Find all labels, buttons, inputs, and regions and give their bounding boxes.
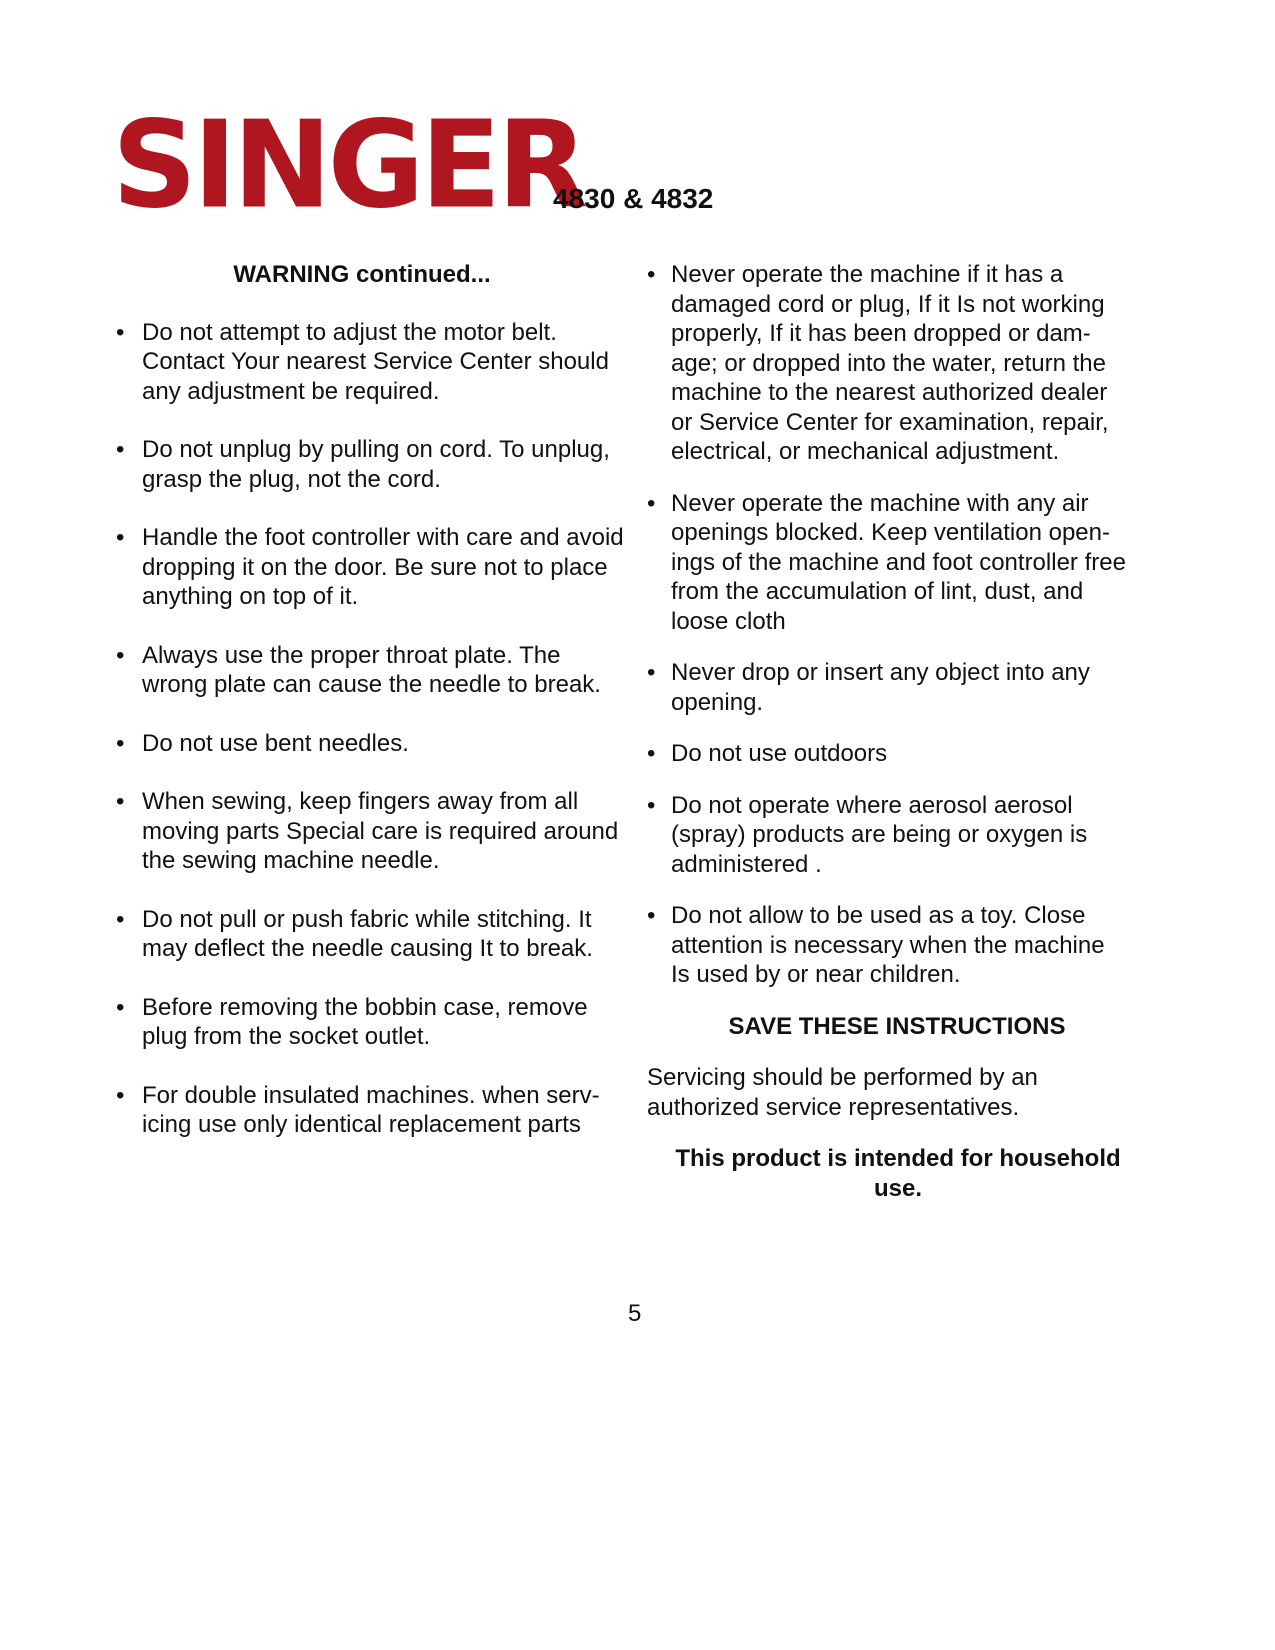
- list-item: • Do not pull or push fabric while stitching. It may deflect the needle causing It to break.: [112, 905, 632, 964]
- list-item: • Do not attempt to adjust the motor belt. Contact Your nearest Service Center should any adjustment be required.: [112, 318, 632, 407]
- list-item: • Always use the proper throat plate. The wrong plate can cause the needle to break.: [112, 641, 632, 700]
- list-item: • Do not unplug by pulling on cord. To unplug, grasp the plug, not the cord.: [112, 435, 632, 494]
- warning-heading: WARNING continued...: [233, 261, 491, 288]
- list-item: • Do not use outdoors: [647, 739, 1127, 769]
- model-number: 4830 & 4832: [553, 183, 714, 214]
- list-item: • Do not use bent needles.: [112, 729, 632, 759]
- save-instructions-heading: SAVE THESE INSTRUCTIONS: [728, 1012, 1066, 1040]
- household-use-note: This product is intended for household use.: [675, 1145, 1121, 1202]
- page-number: 5: [628, 1300, 642, 1327]
- list-item: • Never operate the machine if it has a damaged cord or plug, If it Is not working properly, If it has been dropped or dam-age; or dropped into the water, return the machine to the nearest authorized dealer or Service Center for examination, repair, electrical, or mechanical adjustment.: [647, 260, 1127, 467]
- right-warning-list: [647, 260, 1127, 990]
- list-item: • Handle the foot controller with care and avoid dropping it on the door. Be sure not to place anything on top of it.: [112, 523, 632, 612]
- left-column: [112, 260, 632, 1169]
- list-item: • Before removing the bobbin case, remove plug from the socket outlet.: [112, 993, 632, 1052]
- list-item: • When sewing, keep fingers away from all moving parts Special care is required around the sewing machine needle.: [112, 787, 632, 876]
- list-item: • Never operate the machine with any air openings blocked. Keep ventilation open-ings of the machine and foot controller free from the accumulation of lint, dust, and loose cloth: [647, 489, 1127, 637]
- list-item: • For double insulated machines. when serv-icing use only identical replacement parts: [112, 1081, 632, 1140]
- left-warning-list: [112, 318, 632, 1140]
- list-item: • Do not operate where aerosol aerosol (spray) products are being or oxygen is administered .: [647, 791, 1127, 880]
- singer-logo: SINGER: [112, 94, 584, 236]
- list-item: • Do not allow to be used as a toy. Close attention is necessary when the machine Is used by or near children.: [647, 901, 1127, 990]
- servicing-note: Servicing should be performed by an authorized service representatives.: [647, 1064, 1038, 1121]
- right-column: [647, 260, 1127, 1203]
- list-item: • Never drop or insert any object into any opening.: [647, 658, 1127, 717]
